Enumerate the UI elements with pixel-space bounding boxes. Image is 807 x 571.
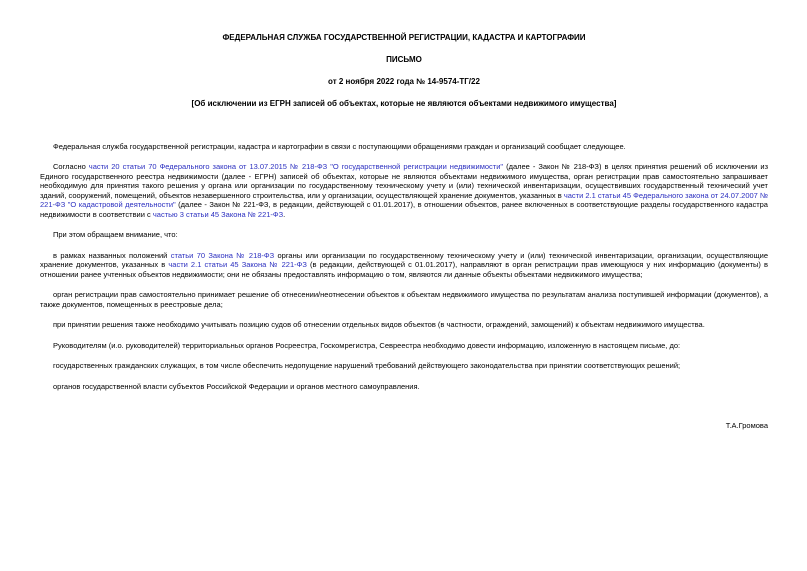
paragraph — [40, 341, 768, 351]
signature-name: Т.А.Громова — [725, 421, 768, 430]
paragraph-text: при принятии решения также необходимо учитывать позицию судов об отнесении отдельных видов объектов (в частности, ограждений, замощений) к объектам недвижимого имущества. — [53, 320, 705, 329]
paragraph-text: . — [283, 209, 286, 219]
document-subject: [Об исключении из ЕГРН записей об объектах, которые не являются объектами недвижимого имущества] — [191, 99, 617, 108]
legal-reference-link[interactable]: статьи 70 Закона № 218-ФЗ — [170, 250, 275, 260]
legal-reference-link[interactable]: части 20 статьи 70 Федерального закона от 13.07.2015 № 218-ФЗ "О государственной регистрации недвижимости" — [88, 162, 504, 171]
paragraph — [40, 162, 768, 219]
paragraph — [40, 290, 768, 309]
paragraph-text: (далее - Закон № 221-ФЗ, в редакции, действующей с 01.01.2017), в отношении объектов, ранее включенных в соответствующие разделы государственного кадастра недвижимости в соответствии с — [40, 200, 768, 219]
document-header — [40, 33, 768, 109]
paragraph — [40, 361, 768, 371]
paragraph — [40, 142, 768, 152]
paragraph-text: Руководителям (и.о. руководителей) территориальных органов Росреестра, Госкомрегистра, Севреестра необходимо довести информацию, изложенную в настоящем письме, до: — [53, 340, 681, 350]
document-body — [40, 142, 768, 392]
paragraph — [40, 320, 768, 330]
paragraph-text: государственных гражданских служащих, в том числе обеспечить недопущение нарушений требований действующего законодательства при принятии соответствующих решений; — [53, 361, 681, 370]
paragraph-text: орган регистрации прав самостоятельно принимает решение об отнесении/неотнесении объектов к объектам недвижимого имущества по результатам анализа поступившей информации (документов), а также документов, помещенных в реестровые дела; — [40, 290, 768, 309]
paragraph-text: в рамках названных положений — [53, 250, 171, 260]
paragraph-text: органов государственной власти субъектов Российской Федерации и органов местного самоуправления. — [53, 381, 420, 391]
legal-reference-link[interactable]: частью 3 статьи 45 Закона № 221-ФЗ — [152, 209, 284, 219]
paragraph — [40, 230, 768, 240]
paragraph-text: Согласно — [53, 162, 89, 171]
document-date-number: от 2 ноября 2022 года № 14-9574-ТГ/22 — [328, 77, 480, 86]
paragraph — [40, 251, 768, 280]
document-type: ПИСЬМО — [386, 55, 422, 64]
document-org-name: ФЕДЕРАЛЬНАЯ СЛУЖБА ГОСУДАРСТВЕННОЙ РЕГИСТРАЦИИ, КАДАСТРА И КАРТОГРАФИИ — [222, 33, 586, 42]
legal-reference-link[interactable]: части 2.1 статьи 45 Закона № 221-ФЗ — [168, 260, 307, 269]
signature-row — [40, 421, 768, 431]
paragraph-text: (в редакции, действующей с 01.01.2017), направляют в орган регистрации прав имеющуюся у них информацию (документы) в отношении ранее учтенных объектов недвижимости; они не обязаны предоставлять информацию о том, являются ли данные объекты объектами недвижимого имущества; — [40, 260, 769, 279]
legal-reference-link[interactable]: части 2.1 статьи 45 Федерального закона от 24.07.2007 № 221-ФЗ "О кадастровой деятельности" — [40, 190, 768, 209]
paragraph-text: органы или организации по государственному техническому учету и (или) технической инвентаризации, организации, осуществляющие хранение документов, указанных в — [40, 250, 769, 269]
paragraph-text: Федеральная служба государственной регистрации, кадастра и картографии в связи с поступающими обращениями граждан и организаций сообщает следующее. — [53, 141, 626, 151]
paragraph-text: (далее - Закон № 218-ФЗ) в целях принятия решений об исключении из Единого государственного реестра недвижимости (далее - ЕГРН) записей об объектах, которые не являются объектами недвижимого имущества, орган регистрации прав самостоятельно запрашивает необходимую для принятия такого решения у органа или организации по государственному техническому учету и (или) технической инвентаризации, осуществивших государственный технический учет зданий, сооружений, помещений, объектов незавершенного строительства, или у организации, осуществляющей хранение документов, указанных в — [40, 162, 769, 200]
paragraph — [40, 382, 768, 392]
paragraph-text: При этом обращаем внимание, что: — [53, 230, 178, 239]
